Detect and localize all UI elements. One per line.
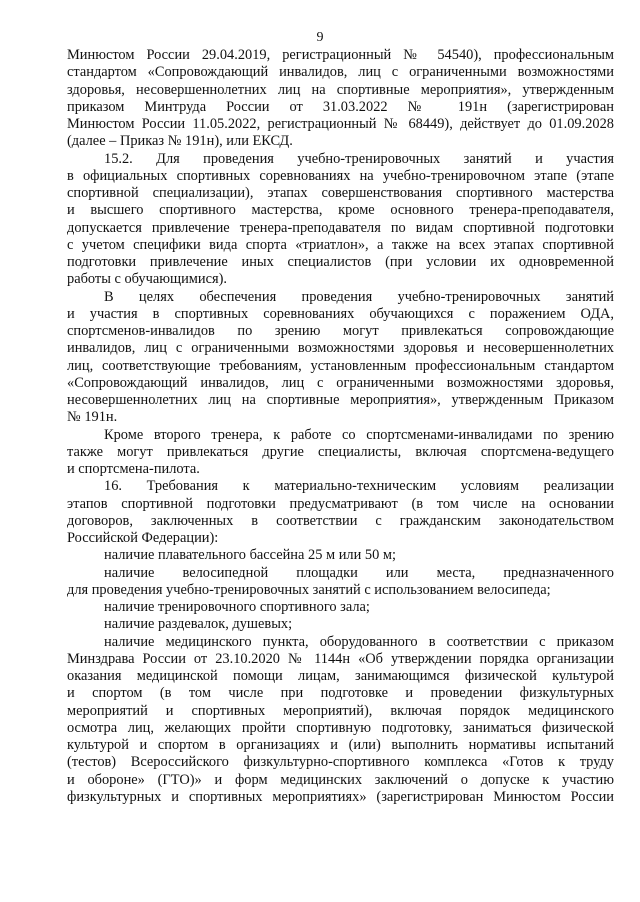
text-line: Минздрава России от 23.10.2020 № 1144н «Об утверждении порядка организации [67,650,614,667]
text-line: (далее – Приказ № 191н), или ЕКСД. [67,133,293,150]
text-line: и спортсмена-пилота. [67,461,200,477]
text-line: оказания медицинской помощи лицам, занимающимся физической культурой [67,668,614,684]
text-line: Российской Федерации): [67,530,219,546]
text-line: 15.2. Для проведения учебно-тренировочных занятий и участия [104,150,614,167]
document-body [67,47,614,806]
text-line: осмотра лиц, желающих пройти спортивную подготовку, заниматься физической [67,719,614,736]
text-line: для проведения учебно-тренировочных занятий с использованием велосипеда; [67,581,551,598]
text-line: инвалидов, лиц с ограниченными возможностями здоровья и несовершеннолетних [67,340,614,357]
page-number: 9 [316,30,324,45]
text-line: договоров, заключенных в соответствии с гражданским законодательством [67,512,614,529]
text-line: спортивной специализации), этапах совершенствования спортивного мастерства [67,185,614,201]
text-line: Минюстом России 11.05.2022, регистрационный № 68449), действует до 01.09.2028 [67,116,614,132]
text-line: культурой и спортом в организациях и (или) выполнить нормативы испытаний [67,737,614,753]
text-line: с учетом специфики вида спорта «триатлон», а также на всех этапах спортивной [67,236,614,253]
text-line: мероприятий и спортивных мероприятий), включая порядок медицинского [67,702,614,719]
text-line: приказом Минтруда России от 31.03.2022 № 191н (зарегистрирован [67,98,614,115]
text-line: наличие раздевалок, душевых; [104,616,293,633]
text-line: стандартом «Сопровождающий инвалидов, лиц с ограниченными возможностями [67,64,614,81]
text-line: наличие медицинского пункта, оборудованного в соответствии с приказом [104,633,614,650]
text-line: также могут привлекаться другие специалисты, включая спортсмена-ведущего [67,443,614,460]
text-line: физкультурных и спортивных мероприятиях» (зарегистрирован Минюстом России [67,788,614,805]
text-line: лиц, соответствующие требованиям, установленным профессиональным стандартом [67,357,614,374]
text-line: (тестов) Всероссийского физкультурно-спортивного комплекса «Готов к труду [67,754,614,771]
text-line: подготовки привлечение иных специалистов (при условии их одновременной [67,254,614,270]
text-line: Кроме второго тренера, к работе со спортсменами-инвалидами по зрению [104,426,614,443]
text-line: и спортом (в том числе при подготовке и проведении физкультурных [67,685,614,702]
text-line: наличие велосипедной площадки или места, предназначенного [104,564,614,581]
text-line: наличие тренировочного спортивного зала; [104,599,370,615]
text-line: несовершеннолетних лиц на спортивные мероприятия», утвержденным Приказом [67,392,614,408]
text-line: № 191н. [67,409,118,426]
text-line: В целях обеспечения проведения учебно-тренировочных занятий [104,288,614,305]
text-line: работы с обучающимися). [67,271,227,288]
text-line: и участия в спортивных соревнованиях обучающихся с поражением ОДА, [67,305,614,322]
text-line: спортсменов-инвалидов по зрению могут привлекаться сопровождающие [67,323,614,339]
text-line: и обороне» (ГТО)» и форм медицинских заключений о допуске к участию [67,771,614,788]
text-line: и высшего спортивного мастерства, кроме основного тренера-преподавателя, [67,202,614,219]
text-line: «Сопровождающий инвалидов, лиц с ограниченными возможностями здоровья, [67,374,614,391]
text-line: Минюстом России 29.04.2019, регистрационный № 54540), профессиональным [67,47,614,63]
text-line: в официальных спортивных соревнованиях на учебно-тренировочном этапе (этапе [67,167,614,184]
text-line: 16. Требования к материально-техническим условиям реализации [104,478,614,495]
text-line: допускается привлечение тренера-преподавателя по видам спортивной подготовки [67,219,614,236]
text-line: здоровья, несовершеннолетних лиц на спортивные мероприятия», утвержденным [67,81,614,98]
text-line: этапов спортивной подготовки предусматривают (в том числе на основании [67,495,614,512]
text-line: наличие плавательного бассейна 25 м или 50 м; [104,547,396,564]
